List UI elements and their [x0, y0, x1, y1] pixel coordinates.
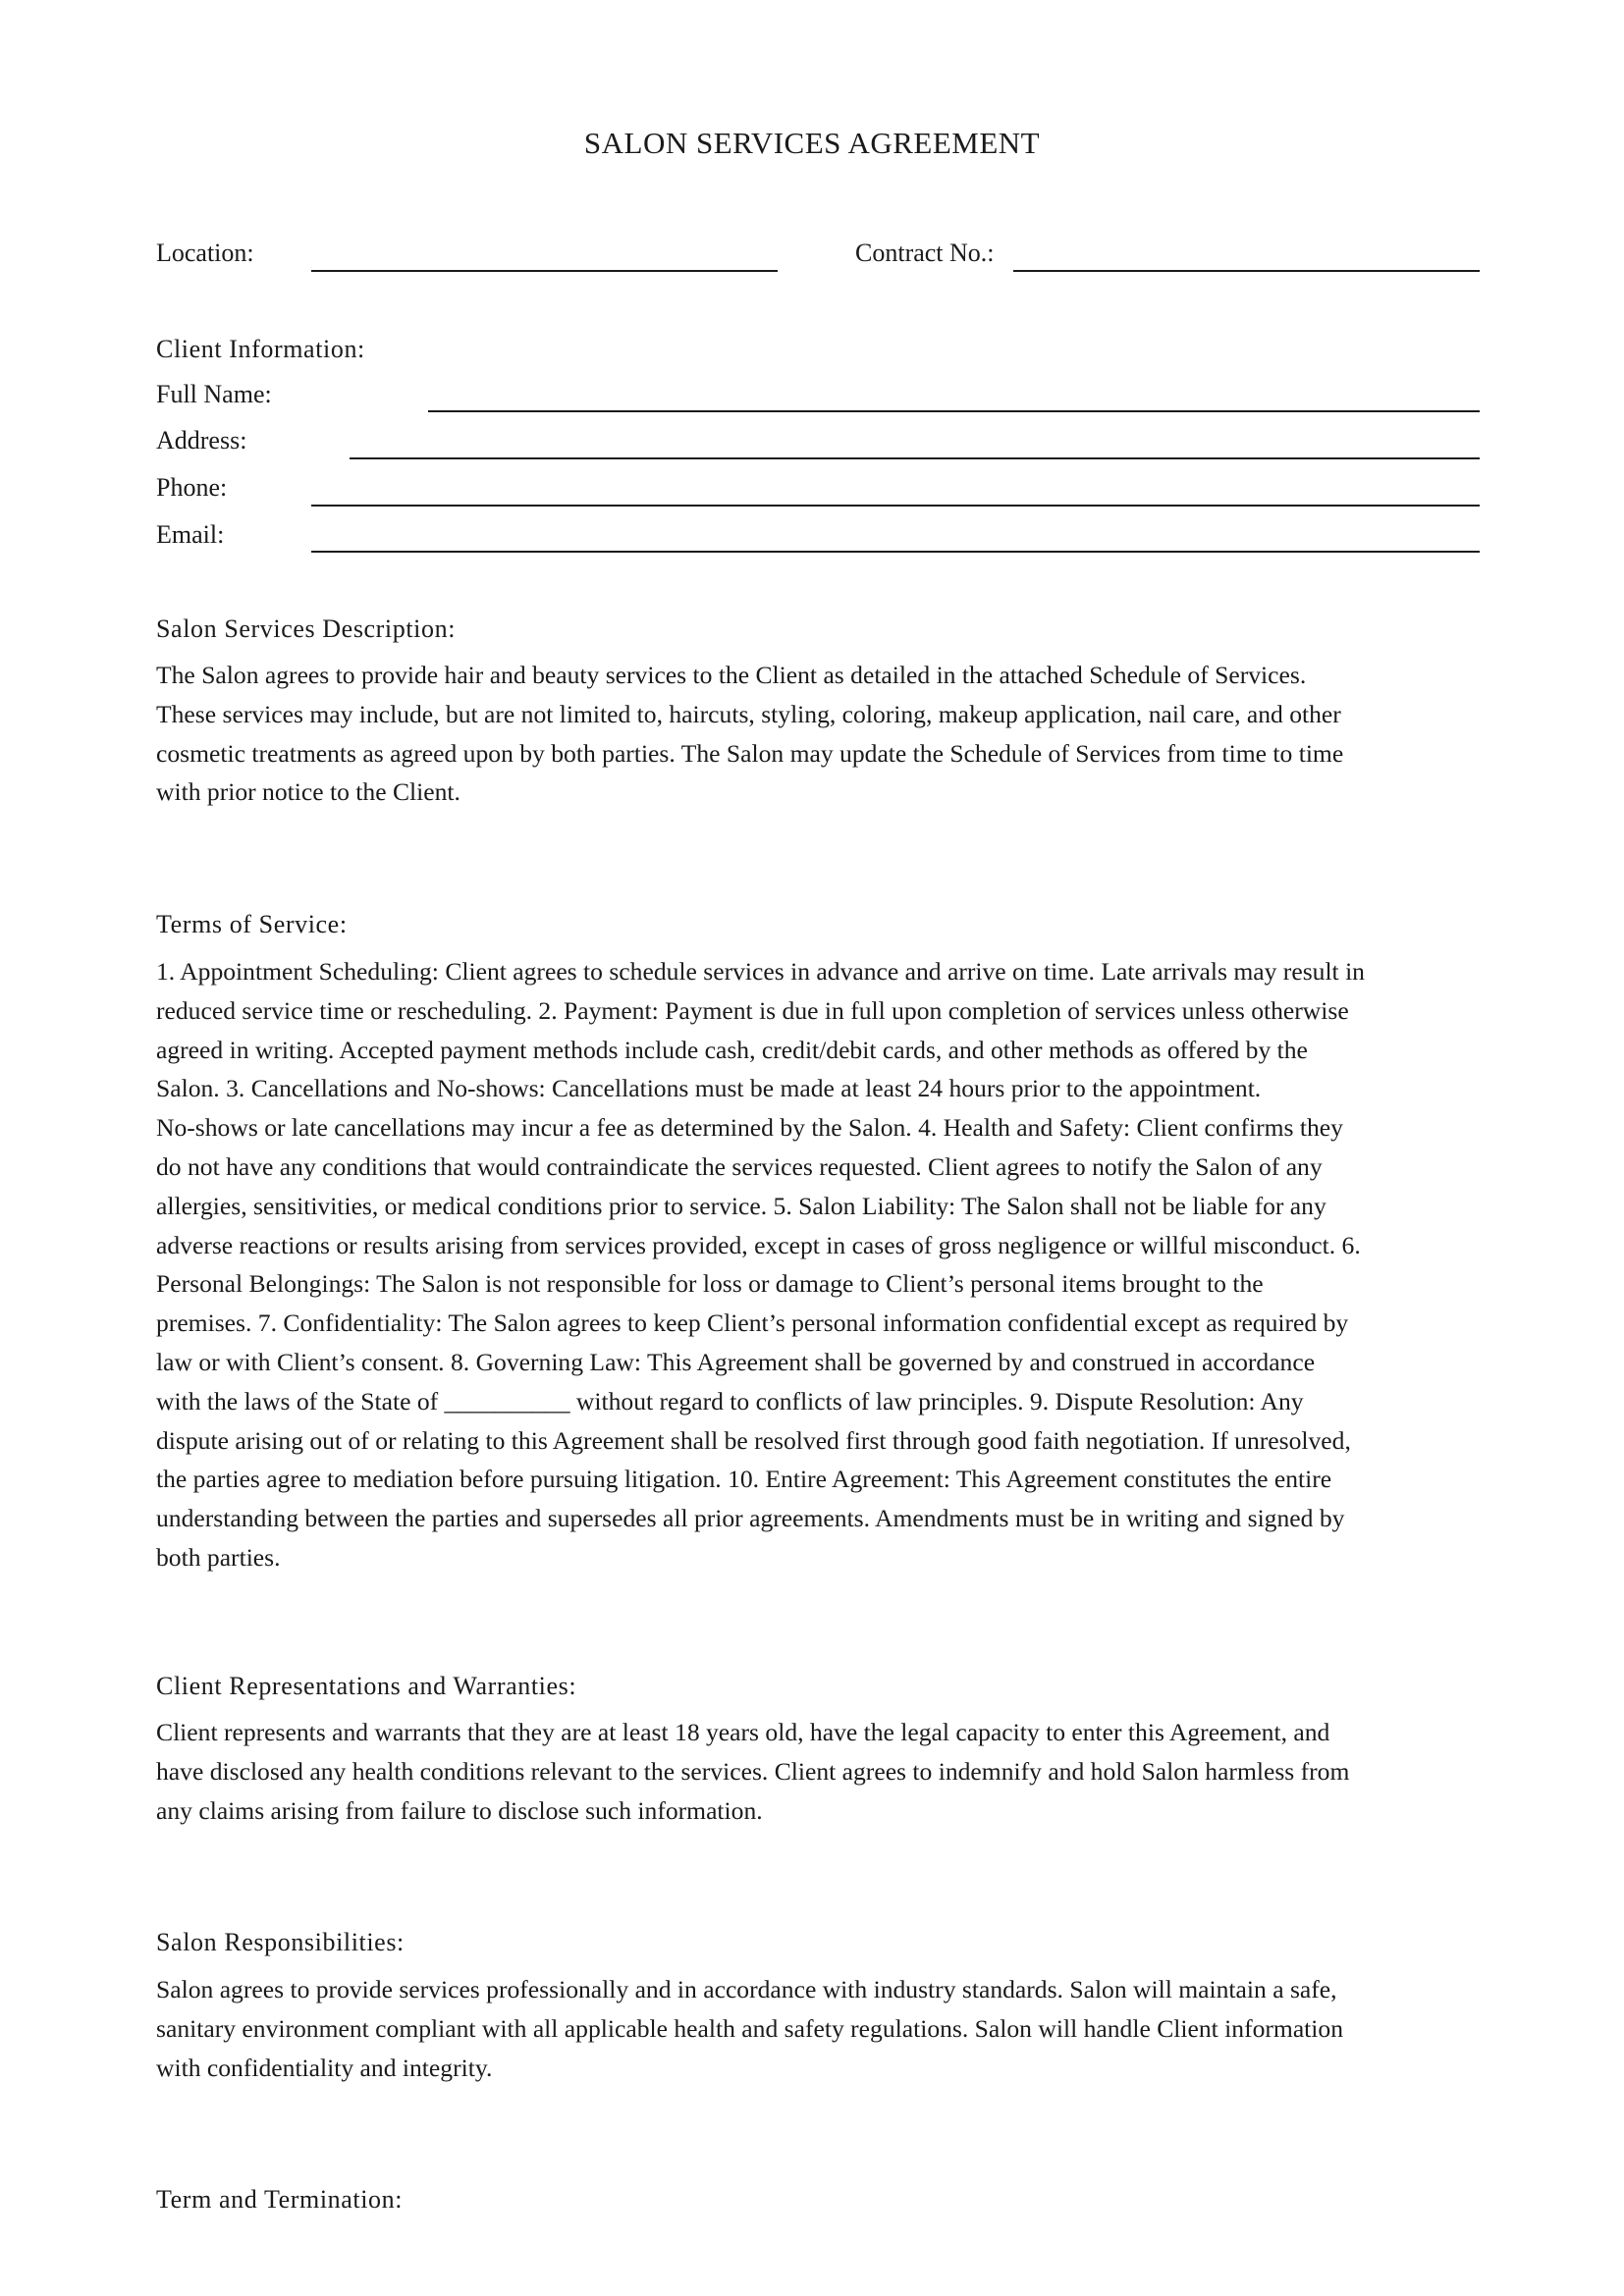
- services-description-line: The Salon agrees to provide hair and beauty services to the Client as detailed in the attached Schedule of Services.: [156, 661, 1307, 689]
- services-description-line: These services may include, but are not limited to, haircuts, styling, coloring, makeup application, nail care, and other: [156, 699, 1341, 728]
- terms-line: Salon. 3. Cancellations and No-shows: Cancellations must be made at least 24 hours prior to the appointment.: [156, 1074, 1262, 1103]
- terms-line: law or with Client’s consent. 8. Governing Law: This Agreement shall be governed by and construed in accordance: [156, 1347, 1316, 1376]
- terms-of-service-heading: Terms of Service:: [156, 910, 348, 938]
- client-representations-text: [156, 1713, 1482, 1830]
- terms-line: the parties agree to mediation before pursuing litigation. 10. Entire Agreement: This Agreement constitutes the entire: [156, 1465, 1332, 1494]
- responsibilities-line: sanitary environment compliant with all applicable health and safety regulations. Salon will handle Client information: [156, 2013, 1343, 2043]
- terms-line: with the laws of the State of __________ without regard to conflicts of law principles. 9. Dispute Resolution: Any: [156, 1386, 1304, 1415]
- representations-line: have disclosed any health conditions relevant to the services. Client agrees to indemnify and hold Salon harmless from: [156, 1756, 1350, 1786]
- term-and-termination-heading: Term and Termination:: [156, 2185, 404, 2214]
- terms-line: agreed in writing. Accepted payment methods include cash, credit/debit cards, and other methods as offered by the: [156, 1035, 1308, 1064]
- terms-line: 1. Appointment Scheduling: Client agrees to schedule services in advance and arrive on time. Late arrivals may result in: [156, 957, 1365, 986]
- responsibilities-line: with confidentiality and integrity.: [156, 2053, 493, 2082]
- services-description-line: with prior notice to the Client.: [156, 777, 460, 807]
- responsibilities-line: Salon agrees to provide services professionally and in accordance with industry standards. Salon will maintain a safe,: [156, 1975, 1337, 2003]
- terms-line: adverse reactions or results arising from services provided, except in cases of gross negligence or willful misconduct. 6.: [156, 1230, 1361, 1259]
- full-name-field[interactable]: [428, 410, 1480, 412]
- services-description-text: [156, 656, 1482, 812]
- terms-of-service-text: [156, 952, 1482, 1577]
- contract-no-label: Contract No.:: [855, 239, 995, 267]
- terms-line: both parties.: [156, 1542, 281, 1572]
- address-label: Address:: [156, 426, 247, 454]
- document-title: SALON SERVICES AGREEMENT: [583, 126, 1041, 160]
- full-name-label: Full Name:: [156, 380, 272, 408]
- contract-no-field[interactable]: [1013, 270, 1480, 272]
- terms-line: understanding between the parties and supersedes all prior agreements. Amendments must be in writing and signed by: [156, 1504, 1345, 1533]
- terms-line: allergies, sensitivities, or medical conditions prior to service. 5. Salon Liability: The Salon shall not be liable for any: [156, 1191, 1326, 1220]
- terms-line: reduced service time or rescheduling. 2. Payment: Payment is due in full upon completion of services unless otherwise: [156, 995, 1349, 1025]
- terms-line: premises. 7. Confidentiality: The Salon agrees to keep Client’s personal information confidential except as required by: [156, 1308, 1349, 1338]
- address-field[interactable]: [350, 457, 1480, 459]
- services-description-heading: Salon Services Description:: [156, 614, 457, 643]
- email-field[interactable]: [311, 551, 1480, 553]
- phone-label: Phone:: [156, 473, 228, 502]
- representations-line: Client represents and warrants that they are at least 18 years old, have the legal capacity to enter this Agreement, and: [156, 1718, 1330, 1746]
- representations-line: any claims arising from failure to disclose such information.: [156, 1795, 763, 1825]
- terms-line: Personal Belongings: The Salon is not responsible for loss or damage to Client’s personal items brought to the: [156, 1269, 1264, 1299]
- salon-responsibilities-text: [156, 1970, 1482, 2087]
- email-label: Email:: [156, 520, 225, 549]
- salon-responsibilities-heading: Salon Responsibilities:: [156, 1928, 405, 1956]
- location-field[interactable]: [311, 270, 778, 272]
- terms-line: dispute arising out of or relating to this Agreement shall be resolved first through good faith negotiation. If unresolved,: [156, 1425, 1351, 1455]
- location-label: Location:: [156, 239, 254, 267]
- services-description-line: cosmetic treatments as agreed upon by both parties. The Salon may update the Schedule of Services from time to time: [156, 738, 1344, 768]
- terms-line: do not have any conditions that would contraindicate the services requested. Client agrees to notify the Salon of any: [156, 1151, 1323, 1181]
- terms-line: No-shows or late cancellations may incur a fee as determined by the Salon. 4. Health and Safety: Client confirms they: [156, 1113, 1343, 1143]
- client-information-heading: Client Information:: [156, 335, 365, 363]
- client-representations-heading: Client Representations and Warranties:: [156, 1672, 577, 1700]
- phone-field[interactable]: [311, 505, 1480, 507]
